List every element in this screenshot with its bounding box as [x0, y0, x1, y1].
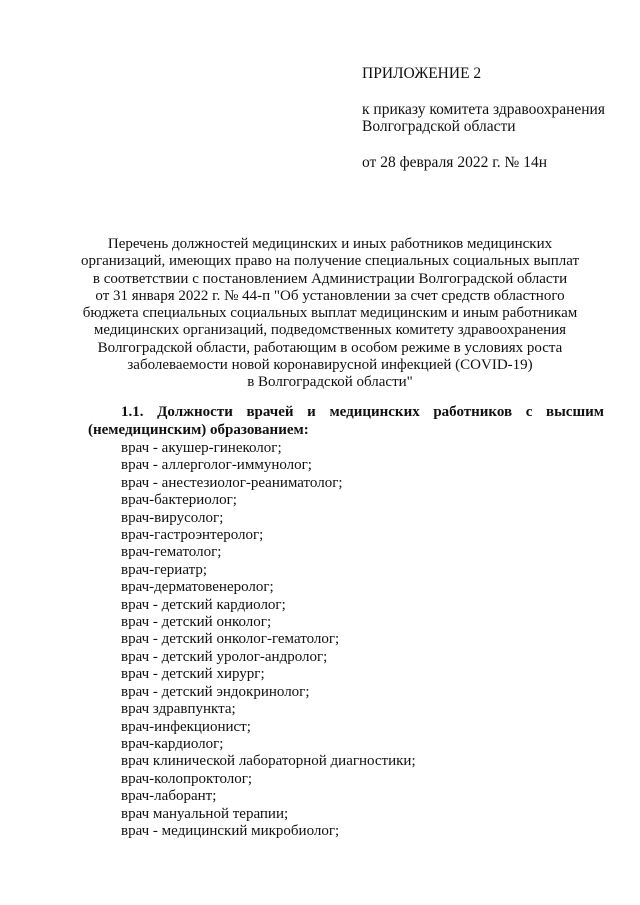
list-item: врач - детский онколог-гематолог; [121, 631, 340, 648]
list-item: врач-лаборант; [121, 788, 217, 805]
list-item: врач - детский кардиолог; [121, 596, 286, 613]
list-item: врач - аллерголог-иммунолог; [121, 457, 312, 474]
section-heading-line1 [88, 404, 604, 422]
heading-word: 1.1. [121, 404, 144, 420]
heading-word: высшим [546, 404, 604, 420]
heading-word: врачей [246, 404, 294, 420]
title-line: заболеваемости новой коронавирусной инфекцией (COVID-19) [127, 357, 533, 374]
list-item: врач - детский уролог-андролог; [121, 648, 328, 665]
list-item: врач - детский онколог; [121, 614, 272, 631]
title-line: бюджета специальных социальных выплат медицинским и иным работникам [82, 305, 578, 322]
title-line: в соответствии с постановлением Администрации Волгоградской области [92, 270, 568, 287]
order-reference-line1: к приказу комитета здравоохранения [362, 101, 605, 118]
list-item: врач-колопроктолог; [121, 770, 253, 787]
list-item: врач мануальной терапии; [121, 805, 289, 822]
list-item: врач-вирусолог; [121, 509, 224, 526]
heading-word: Должности [157, 404, 233, 420]
title-line: Волгоградской области, работающим в особом режиме в условиях роста [97, 339, 563, 356]
title-line: от 31 января 2022 г. № 44-п "Об установлении за счет средств областного [95, 287, 565, 304]
title-line: медицинских организаций, подведомственных комитету здравоохранения [93, 322, 567, 339]
section-heading-line2: (немедицинским) образованием: [88, 421, 309, 438]
list-item: врач-гастроэнтеролог; [121, 527, 264, 544]
list-item: врач-бактериолог; [121, 492, 237, 509]
heading-word: с [525, 404, 533, 420]
list-item: врач-гематолог; [121, 544, 222, 561]
order-date: от 28 февраля 2022 г. № 14н [362, 154, 548, 171]
heading-word: медицинских [329, 404, 420, 420]
section-heading [88, 404, 604, 439]
list-item: врач - детский эндокринолог; [121, 683, 310, 700]
list-item: врач - акушер-гинеколог; [121, 440, 282, 456]
heading-word: и [307, 404, 316, 420]
title-line: в Волгоградской области" [247, 374, 413, 391]
title-line: организаций, имеющих право на получение специальных социальных выплат [80, 253, 580, 270]
list-item: врач клинической лабораторной диагностики; [121, 753, 416, 770]
appendix-title: ПРИЛОЖЕНИЕ 2 [362, 65, 482, 82]
list-item: врач - анестезиолог-реаниматолог; [121, 474, 343, 491]
list-item: врач - медицинский микробиолог; [121, 822, 340, 839]
order-reference-line2: Волгоградской области [362, 118, 516, 135]
title-line: Перечень должностей медицинских и иных работников медицинских [107, 236, 553, 252]
heading-word: работников [433, 404, 513, 420]
list-item: врач-гериатр; [121, 561, 207, 578]
document-title [70, 236, 590, 392]
list-item: врач здравпункта; [121, 701, 236, 718]
list-item: врач-инфекционист; [121, 718, 251, 735]
positions-list [121, 440, 416, 840]
list-item: врач - детский хирург; [121, 666, 265, 683]
list-item: врач-дерматовенеролог; [121, 579, 274, 596]
list-item: врач-кардиолог; [121, 735, 224, 752]
